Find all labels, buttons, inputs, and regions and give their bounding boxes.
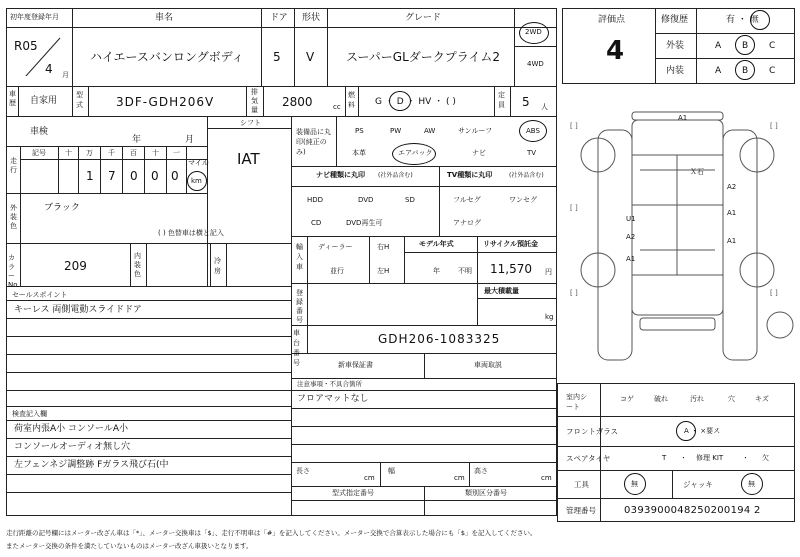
model-label: 型式 xyxy=(76,91,83,109)
interior-options: A B C xyxy=(715,66,776,76)
length-label: 長さ xyxy=(296,467,310,475)
seat-hole: 穴 xyxy=(728,395,735,403)
interior-b-circle xyxy=(735,60,755,80)
first-reg-year: R05 xyxy=(14,39,38,53)
seat-scratch: キズ xyxy=(755,395,769,403)
nav-sd: SD xyxy=(405,196,415,204)
diagram-mark-7: A1 xyxy=(727,209,737,217)
nav-dvd: DVD xyxy=(358,196,374,204)
reg-number-label: 登録番号 xyxy=(296,289,303,324)
equip-abs: ABS xyxy=(526,127,540,135)
displacement-label: 排気量 xyxy=(251,88,258,114)
svg-text:[ ]: [ ] xyxy=(770,289,778,297)
mileage-digit-0: 1 xyxy=(86,169,94,183)
capacity-label: 定員 xyxy=(498,91,505,109)
footer-note-2: またメーター交換の条件を満たしていないものはメーター改ざん車扱いとなります。 xyxy=(6,542,253,550)
length-unit: cm xyxy=(364,474,375,482)
fuel-label: 燃料 xyxy=(348,91,355,109)
month-unit: 月 xyxy=(62,71,69,79)
displacement-value: 2800 xyxy=(282,95,313,109)
score-label: 評価点 xyxy=(598,15,626,25)
tv-fullseg: フルセグ xyxy=(453,196,481,204)
height-label: 高さ xyxy=(474,467,488,475)
exterior-b-circle xyxy=(735,35,755,55)
width-unit: cm xyxy=(454,474,465,482)
width-label: 幅 xyxy=(388,467,395,475)
import-parallel: 並行 xyxy=(330,267,344,275)
interior-color-label: 内装色 xyxy=(134,252,141,278)
equipment-label: 装備品に丸印(純正のみ) xyxy=(296,128,331,156)
nav-type-label: ナビ種類に丸印 xyxy=(316,171,365,179)
spare-t: T xyxy=(662,454,667,462)
diagram-mark-5: A2 xyxy=(626,233,636,241)
sales-point-label: セールスポイント xyxy=(12,291,68,299)
glass-a-circle xyxy=(676,421,696,441)
fuel-options: G ・ D ・ HV ・ ( ) xyxy=(375,97,456,107)
repair-options: 有 ・ 無 xyxy=(726,15,759,25)
mgmt-value: 0393900048250200194 2 xyxy=(624,505,761,516)
equip-navi: ナビ xyxy=(472,149,486,157)
equip-tv: TV xyxy=(527,149,537,157)
svg-text:[ ]: [ ] xyxy=(570,289,578,297)
weight-label: 最大積載量 xyxy=(484,287,519,295)
height-unit: cm xyxy=(541,474,552,482)
jack-value: 無 xyxy=(748,480,755,488)
seat-tear: 破れ xyxy=(654,395,668,403)
spare-sep2: ・ xyxy=(742,454,749,462)
left-hand: 左H xyxy=(377,267,390,275)
nav-hdd: HDD xyxy=(307,196,324,204)
inspector-label: 検査記入欄 xyxy=(12,410,47,418)
equip-sunroof: サンルーフ xyxy=(458,127,493,135)
interior-label: 内装 xyxy=(666,66,685,76)
door-label: ドア xyxy=(270,13,288,23)
digit-header-4: 百 xyxy=(130,149,137,157)
equip-airbag: エアバック xyxy=(398,149,433,157)
spare-sep1: ・ xyxy=(680,454,687,462)
notes-value: フロアマットなし xyxy=(297,394,369,404)
svg-text:[ ]: [ ] xyxy=(770,122,778,130)
shaken-year-unit: 年 xyxy=(132,135,142,145)
cc-unit: cc xyxy=(333,103,341,111)
drive-2wd: 2WD xyxy=(525,28,542,36)
import-label: 輸入車 xyxy=(296,243,303,271)
grade: スーパーGLダークプライム2 xyxy=(346,50,501,64)
fuel-diesel-circle xyxy=(389,91,411,111)
nav-dvd-playback: DVD再生可 xyxy=(346,219,383,227)
notes-label: 注意事項・不具合箇所 xyxy=(297,380,362,388)
sales-point-text: キーレス 両側電動スライドドア xyxy=(14,305,142,315)
shape-label: 形状 xyxy=(302,13,321,23)
first-reg-month: 4 xyxy=(45,62,53,76)
model-year-unknown: 不明 xyxy=(458,267,472,275)
digit-header-3: 千 xyxy=(108,149,115,157)
diagram-mark-1: A1 xyxy=(678,114,688,122)
glass-options: A ・ ×要ス xyxy=(684,427,721,435)
color-no-value: 209 xyxy=(64,259,87,273)
car-name: ハイエースバンロングボディ xyxy=(90,50,244,64)
spare-repair-kit: 修理 KIT xyxy=(696,454,724,462)
grade-label: グレード xyxy=(405,13,442,23)
capacity-unit: 人 xyxy=(541,103,548,111)
main-sheet-frame xyxy=(6,8,557,516)
mileage-digit-3: 0 xyxy=(151,169,159,183)
mileage-label: 走行 xyxy=(10,157,17,174)
km-unit: km xyxy=(191,177,202,185)
chassis-value: GDH206-1083325 xyxy=(378,332,501,346)
drive-4wd: 4WD xyxy=(527,60,544,68)
new-car-warranty: 新車保証書 xyxy=(338,361,373,369)
spare-none: 欠 xyxy=(762,454,769,462)
color-label: 外装色 xyxy=(10,204,17,230)
diagram-mark-3: A2 xyxy=(727,183,737,191)
tv-type-label: TV種類に丸印 xyxy=(447,171,493,179)
color-value: ブラック xyxy=(44,203,80,213)
chassis-label: 車台番号 xyxy=(293,329,300,367)
tools-value: 無 xyxy=(631,480,638,488)
glass-label: フロントガラス xyxy=(566,427,619,436)
right-bottom-frame xyxy=(557,383,795,522)
shaken-label: 車検 xyxy=(30,127,49,137)
color-no-label: カラーNo. xyxy=(8,254,20,289)
color-change-note: ( ) 色替車は横と記入 xyxy=(158,229,224,237)
svg-text:[ ]: [ ] xyxy=(570,122,578,130)
use-label: 車歴 xyxy=(9,90,16,107)
digit-header-6: 一 xyxy=(173,149,180,157)
repair-label: 修復歴 xyxy=(661,15,689,25)
tv-type-note: (社外品含む) xyxy=(509,172,544,179)
weight-unit: kg xyxy=(545,313,554,321)
exterior-options: A B C xyxy=(715,41,776,51)
right-hand: 右H xyxy=(377,243,390,251)
tools-label: 工具 xyxy=(574,480,589,489)
use-value: 自家用 xyxy=(30,96,58,106)
seat-burn: コゲ xyxy=(620,395,634,403)
equip-leather: 本革 xyxy=(352,149,366,157)
vehicle-manual: 車両取説 xyxy=(474,361,502,369)
repair-none-circle xyxy=(750,10,770,30)
nav-type-note: (社外品含む) xyxy=(378,172,413,179)
diagram-mark-8: A1 xyxy=(727,237,737,245)
tv-oneseg: ワンセグ xyxy=(509,196,537,204)
diagram-mark-6: A1 xyxy=(626,255,636,263)
mileage-digit-4: 0 xyxy=(171,169,179,183)
mgmt-label: 管理番号 xyxy=(566,506,596,515)
inspector-line-1: コンソールオーディオ無し穴 xyxy=(14,442,131,452)
recycle-yen: 円 xyxy=(545,268,552,276)
shape: V xyxy=(306,50,315,64)
score-value: 4 xyxy=(606,36,625,66)
digit-header-2: 万 xyxy=(86,149,93,157)
inspector-line-2: 左フェンネジ調整跡 Fガラス飛び石(中 xyxy=(14,460,169,470)
model-year-unit: 年 xyxy=(433,267,440,275)
shaken-month-unit: 月 xyxy=(185,135,195,145)
capacity-value: 5 xyxy=(522,95,530,109)
diagram-mark-2: Ｘ石 xyxy=(690,168,704,176)
digit-header-0: 記号 xyxy=(32,149,46,157)
tv-analog: アナログ xyxy=(453,219,481,227)
mileage-digit-2: 0 xyxy=(130,169,138,183)
type-number-label: 型式指定番号 xyxy=(332,489,374,497)
equip-aw: AW xyxy=(424,127,436,135)
svg-text:[ ]: [ ] xyxy=(570,204,578,212)
recycle-value: 11,570 xyxy=(490,262,532,276)
model-year-label: モデル年式 xyxy=(419,240,454,248)
seat-label: 室内シート xyxy=(566,393,587,411)
footer-note-1: 走行距離の記号欄にはメーター改ざん車は「*」、メーター交換車は「$」、走行不明車は「#」を記入してください。メーター交換で合算表示した場合にも「$」を記入してください。 xyxy=(6,529,537,537)
class-number-label: 類別区分番号 xyxy=(465,489,507,497)
shift-label: シフト xyxy=(240,119,261,127)
car-name-label: 車名 xyxy=(155,13,174,23)
vehicle-damage-diagram xyxy=(560,100,795,380)
exterior-label: 外装 xyxy=(666,41,685,51)
inspector-line-0: 荷室内張A小 コンソールA小 xyxy=(14,424,128,434)
mileage-digit-1: 7 xyxy=(108,169,116,183)
nav-cd: CD xyxy=(311,219,322,227)
shift-value: IAT xyxy=(237,150,260,168)
spare-label: スペアタイヤ xyxy=(566,454,611,463)
digit-header-7: マイル xyxy=(188,159,209,167)
jack-label: ジャッキ xyxy=(683,480,713,489)
import-dealer: ディーラー xyxy=(318,243,353,251)
first-reg-label: 初年度登録年月 xyxy=(10,13,59,21)
equip-pw: PW xyxy=(390,127,402,135)
airbag-circle xyxy=(392,143,436,165)
digit-header-5: 十 xyxy=(152,149,159,157)
equip-ps: PS xyxy=(355,127,364,135)
diagram-mark-4: U1 xyxy=(626,215,636,223)
digit-header-1: 十 xyxy=(65,149,72,157)
recycle-label: リサイクル預託金 xyxy=(483,240,539,248)
model-value: 3DF-GDH206V xyxy=(116,95,215,109)
doors: 5 xyxy=(273,50,281,64)
seat-stain: 汚れ xyxy=(690,395,704,403)
cooler-label: 冷房 xyxy=(214,257,221,275)
